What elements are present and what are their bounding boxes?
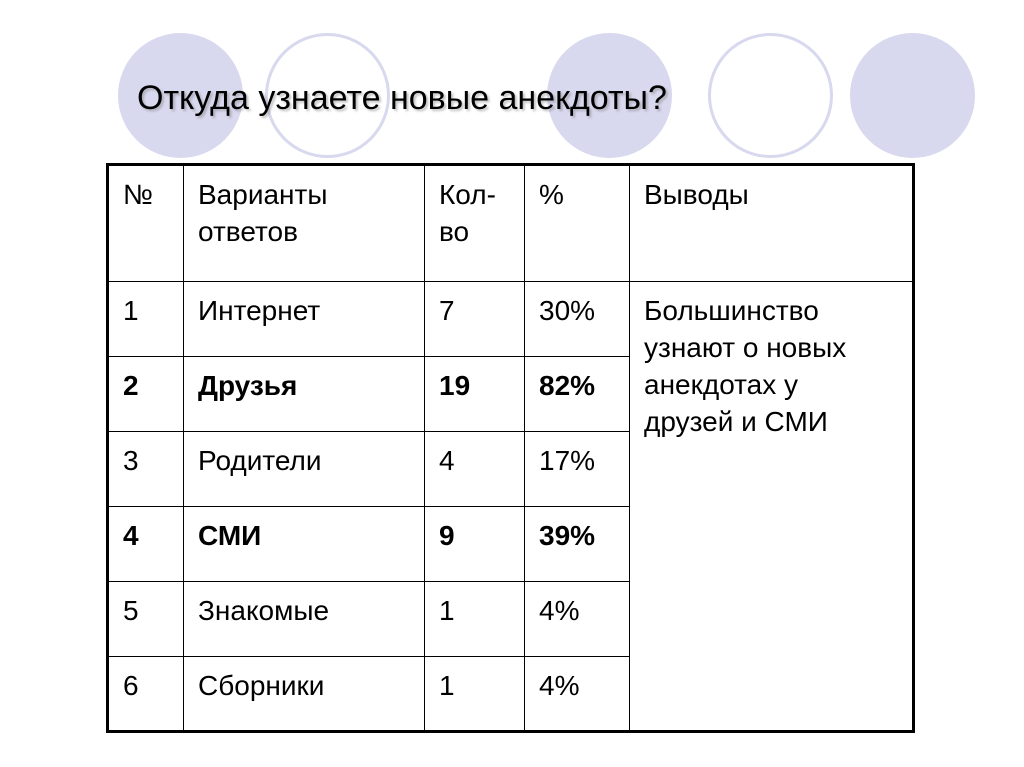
row-option: Интернет xyxy=(184,282,425,357)
row-percent: 17% xyxy=(525,432,630,507)
row-percent: 30% xyxy=(525,282,630,357)
header-count-line1: Кол- xyxy=(439,179,496,210)
row-percent: 39% xyxy=(525,507,630,582)
table-header-row xyxy=(108,165,914,282)
slide-title: Откуда узнаете новые анекдоты? xyxy=(137,79,667,117)
table-row xyxy=(108,282,914,357)
row-option: Друзья xyxy=(184,357,425,432)
conclusion-line: узнают о новых xyxy=(644,332,847,363)
row-number: 5 xyxy=(108,582,184,657)
decorative-circle-5 xyxy=(850,33,975,158)
row-number: 6 xyxy=(108,657,184,732)
header-percent-label: % xyxy=(539,179,564,210)
row-number: 2 xyxy=(108,357,184,432)
header-number xyxy=(108,165,184,282)
row-percent: 82% xyxy=(525,357,630,432)
conclusion-line: друзей и СМИ xyxy=(644,406,828,437)
header-count-line2: во xyxy=(439,216,470,247)
header-percent xyxy=(525,165,630,282)
header-options xyxy=(184,165,425,282)
row-number: 4 xyxy=(108,507,184,582)
row-count: 7 xyxy=(425,282,525,357)
row-count: 19 xyxy=(425,357,525,432)
row-number: 3 xyxy=(108,432,184,507)
header-number-label: № xyxy=(123,179,154,210)
conclusion-cell xyxy=(630,282,914,732)
row-count: 1 xyxy=(425,657,525,732)
row-option: Сборники xyxy=(184,657,425,732)
row-percent: 4% xyxy=(525,657,630,732)
survey-table xyxy=(106,163,915,733)
row-number: 1 xyxy=(108,282,184,357)
decorative-circle-4 xyxy=(708,33,833,158)
row-count: 4 xyxy=(425,432,525,507)
row-percent: 4% xyxy=(525,582,630,657)
row-count: 1 xyxy=(425,582,525,657)
row-option: Знакомые xyxy=(184,582,425,657)
header-count xyxy=(425,165,525,282)
row-count: 9 xyxy=(425,507,525,582)
row-option: СМИ xyxy=(184,507,425,582)
header-conclusion-label: Выводы xyxy=(644,179,749,210)
conclusion-line: Большинство xyxy=(644,295,819,326)
header-options-line1: Варианты xyxy=(198,179,328,210)
conclusion-line: анекдотах у xyxy=(644,369,799,400)
header-options-line2: ответов xyxy=(198,216,298,247)
header-conclusion xyxy=(630,165,914,282)
row-option: Родители xyxy=(184,432,425,507)
